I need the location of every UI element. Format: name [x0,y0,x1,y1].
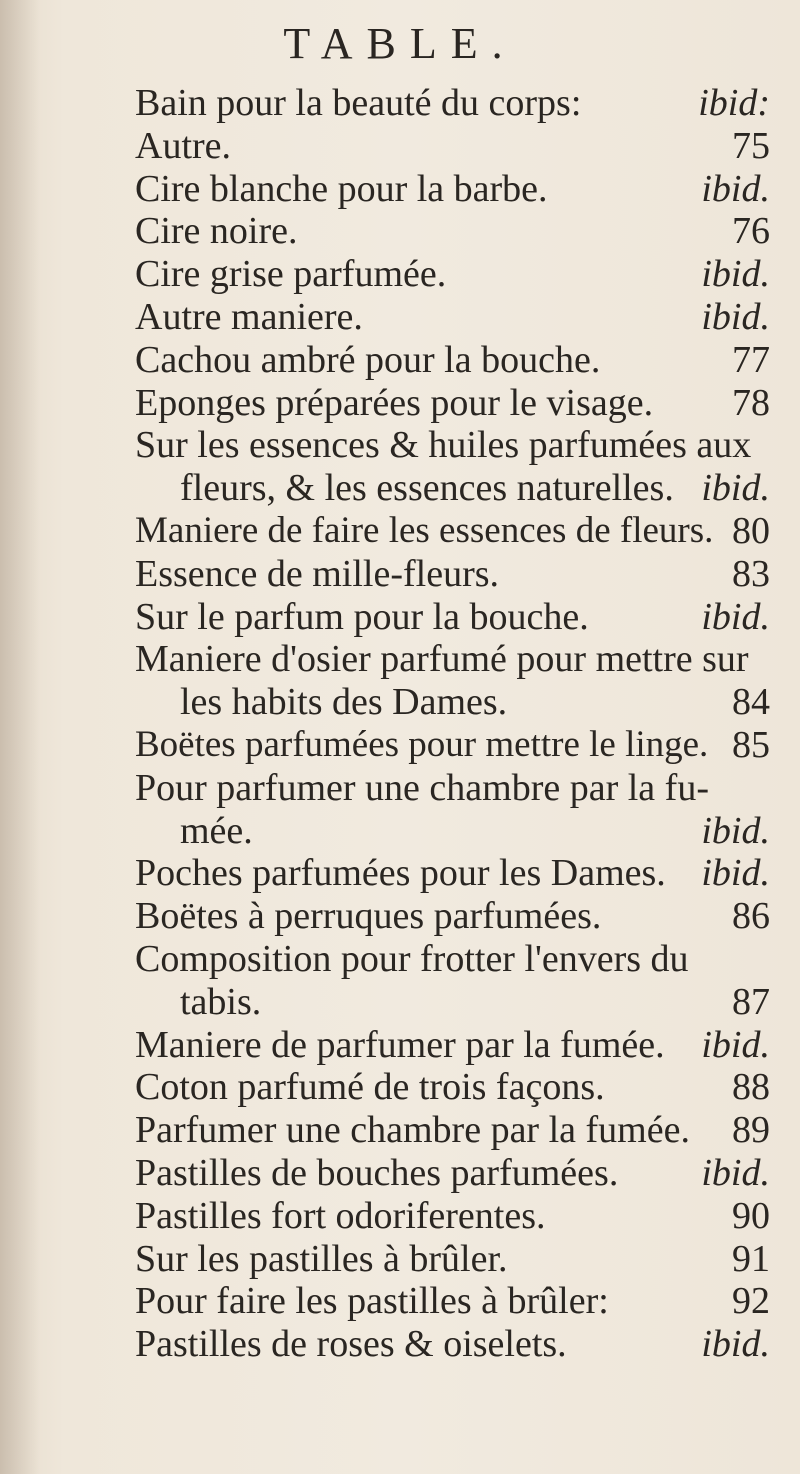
toc-entry-text: Sur les essences & huiles parfumées aux [135,424,752,467]
toc-entry-page: ibid. [701,852,770,895]
toc-entry-page: 76 [732,210,770,253]
toc-entry-page: ibid. [701,296,770,338]
toc-entry [0,1109,800,1151]
toc-entry [0,852,800,894]
toc-entry-page: 87 [732,980,770,1023]
toc-entry [0,724,800,766]
toc-entry-text: mée. [180,809,253,852]
toc-entry-text: les habits des Dames. [180,681,508,724]
toc-entry-text: Pastilles fort odoriferentes. [135,1194,546,1237]
toc-entry-page: 85 [732,724,770,766]
toc-entry-text: Boëtes parfumées pour mettre le linge. [135,724,709,765]
toc-entry [0,296,800,338]
toc-entry [0,981,800,1023]
toc-entry-text: Maniere de parfumer par la fumée. [135,1023,665,1066]
toc-entry-page: 77 [732,338,770,381]
toc-entry-text: Eponges préparées pour le visage. [135,381,654,424]
toc-entry-text: Coton parfumé de trois façons. [135,1066,605,1109]
toc-entry [0,253,800,295]
page-title: TABLE. [283,19,517,68]
toc-entry-page: 78 [732,381,770,424]
toc-entry-text: Maniere de faire les essences de fleurs. [135,510,714,551]
toc-entry [0,125,800,167]
toc-entry [0,596,800,638]
toc-entry-page: ibid. [701,167,770,210]
toc-entry-page: ibid. [701,1152,770,1194]
toc-entry [0,168,800,210]
toc-entry-page: ibid. [701,1023,770,1066]
toc-entry-page: 88 [732,1066,770,1109]
toc-entry [0,638,800,680]
toc-entry-text: Sur les pastilles à brûler. [135,1237,508,1280]
toc-entry-page: 90 [732,1194,770,1237]
toc-entry-page: 84 [732,681,770,724]
toc-entry-page: ibid. [701,253,770,296]
toc-entry-text: Pastilles de bouches parfumées. [135,1152,619,1194]
toc-entry [0,895,800,937]
toc-entry [0,1323,800,1365]
toc-entry-page: 91 [732,1237,770,1280]
toc-entry-text: Poches parfumées pour les Dames. [135,852,666,895]
toc-entry-text: Sur le parfum pour la bouche. [135,595,589,638]
toc-entry-text: Cire blanche pour la barbe. [135,167,548,210]
toc-entry-page: 83 [732,552,770,595]
toc-entry-text: Boëtes à perruques parfumées. [135,895,602,938]
toc-entry [0,339,800,381]
toc-entry [0,424,800,466]
toc-entry-text: Pour parfumer une chambre par la fu- [135,766,709,809]
toc-entry-page: 89 [732,1109,770,1152]
toc-entry [0,1152,800,1194]
toc-entry [0,467,800,509]
toc-entry-text: Autre maniere. [135,296,363,338]
toc-entry-text: Autre. [135,124,232,167]
toc-entry [0,1195,800,1237]
toc-entry-text: fleurs, & les essences naturelles. [180,467,674,510]
toc-entry-text: Cire grise parfumée. [135,253,447,296]
toc-entry [0,1280,800,1322]
toc-entry-text: tabis. [180,980,262,1023]
toc-entry [0,1238,800,1280]
toc-entry [0,767,800,809]
toc-entry-page: 86 [732,895,770,938]
toc-entry [0,210,800,252]
toc-entry [0,1066,800,1108]
toc-entry-text: Maniere d'osier parfumé pour mettre sur [135,638,749,681]
toc-entry [0,382,800,424]
toc-entry-page: ibid. [701,595,770,638]
toc-entry-page: ibid. [701,1323,770,1366]
toc-entry [0,810,800,852]
toc-entry [0,553,800,595]
toc-entry-text: Pour faire les pastilles à brûler: [135,1280,609,1323]
toc-entry-text: Bain pour la beauté du corps: [135,82,582,124]
toc-entry-text: Essence de mille-fleurs. [135,552,500,595]
toc-entry-text: Pastilles de roses & oiselets. [135,1323,567,1366]
toc-entry [0,1024,800,1066]
toc-entry-text: Parfumer une chambre par la fumée. [135,1109,690,1152]
toc-entry-page: 75 [732,124,770,167]
toc-entry-page: ibid: [698,82,770,124]
toc-entry [0,510,800,552]
toc-entry-text: Cire noire. [135,210,298,253]
toc-entry [0,681,800,723]
toc-entry-text: Cachou ambré pour la bouche. [135,338,601,381]
toc-entry-page: 80 [732,510,770,552]
toc-entry-page: 92 [732,1280,770,1323]
toc-entry-text: Composition pour frotter l'envers du [135,938,689,980]
toc-entry-page: ibid. [701,809,770,852]
toc-entry-page: ibid. [701,467,770,510]
toc-entry [0,82,800,124]
toc-entry [0,938,800,980]
